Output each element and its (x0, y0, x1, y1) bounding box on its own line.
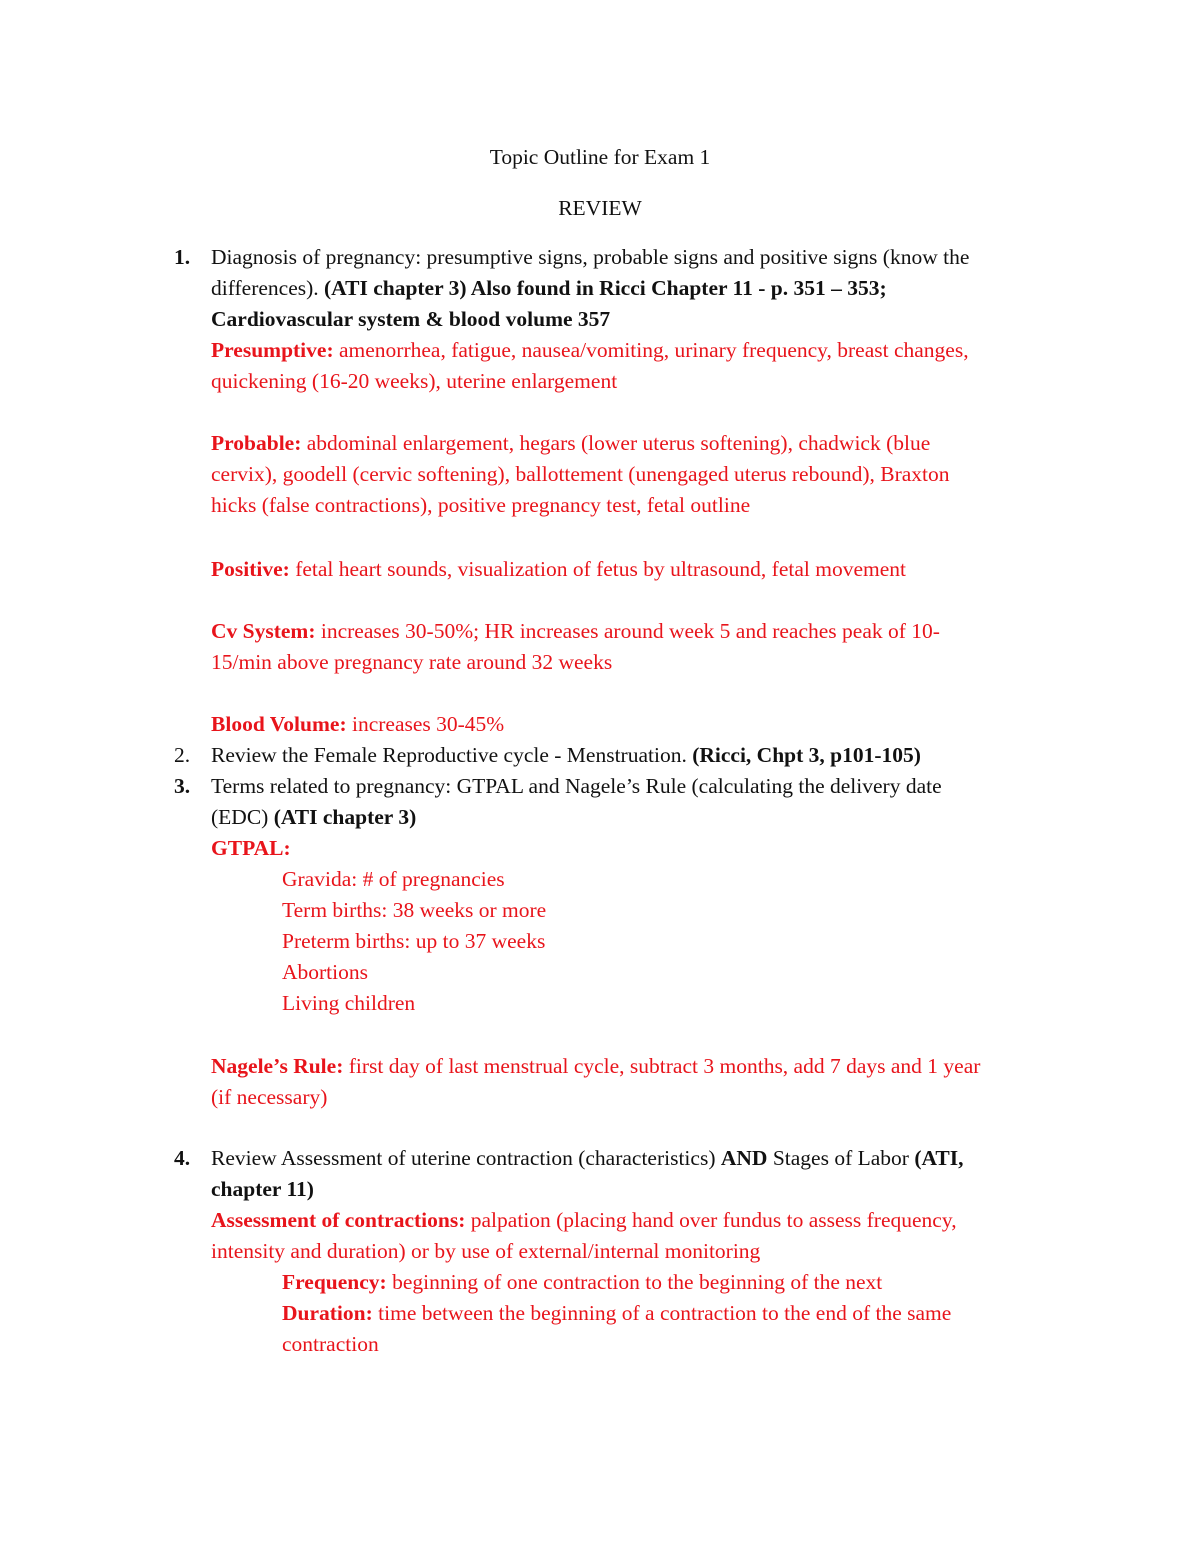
contraction-details (282, 1267, 1062, 1360)
note-text: contraction (282, 1332, 379, 1356)
note-duration: Duration: time between the beginning of a contraction to the end of the same (282, 1301, 952, 1325)
note-nagele: Nagele’s Rule: first day of last menstrual cycle, subtract 3 months, add 7 days and 1 year (if necessary) (211, 1051, 1091, 1113)
reference: chapter 11) (211, 1177, 314, 1201)
reference: (ATI, (914, 1146, 964, 1170)
list-item: Term births: 38 weeks or more (282, 898, 547, 922)
reference: (ATI chapter 3) (273, 805, 417, 829)
note-frequency: Frequency: beginning of one contraction to the beginning of the next (282, 1270, 883, 1294)
outline-item-4: Review Assessment of uterine contraction (characteristics) AND Stages of Labor (ATI, chapter 11) Assessment of contractions: palpation (placing hand over fundus to assess frequency, intensity and duration) or by use of external/internal monitoring (211, 1143, 1091, 1267)
note-probable: Probable: abdominal enlargement, hegars (lower uterus softening), chadwick (blue cervix), goodell (cervic softening), ballottement (unengaged uterus rebound), Braxton hicks (false contractions), positive pregnancy test, fetal outline (211, 428, 1091, 521)
note-text: hicks (false contractions), positive pregnancy test, fetal outline (211, 493, 751, 517)
note-text: intensity and duration) or by use of external/internal monitoring (211, 1239, 761, 1263)
reference: (ATI chapter 3) Also found in Ricci Chapter 11 - p. 351 – 353; (324, 276, 887, 300)
note-text: (if necessary) (211, 1085, 328, 1109)
reference: Cardiovascular system & blood volume 357 (211, 307, 611, 331)
list-item: Preterm births: up to 37 weeks (282, 929, 546, 953)
item-text: Diagnosis of pregnancy: presumptive signs, probable signs and positive signs (know the (211, 245, 970, 269)
item-text: differences). (ATI chapter 3) Also found in Ricci Chapter 11 - p. 351 – 353; (211, 276, 887, 300)
note-gtpal-label: GTPAL: (211, 836, 291, 860)
list-item: Gravida: # of pregnancies (282, 867, 505, 891)
gtpal-list (282, 864, 1082, 1019)
outline-item-1 (211, 242, 1091, 397)
list-item: Living children (282, 991, 416, 1015)
item-number: 3. (174, 774, 191, 798)
list-item: Abortions (282, 960, 368, 984)
item-number: 4. (174, 1146, 191, 1170)
item-text: Terms related to pregnancy: GTPAL and Nagele’s Rule (calculating the delivery date (211, 774, 942, 798)
note-text: quickening (16-20 weeks), uterine enlargement (211, 369, 618, 393)
note-assessment: Assessment of contractions: palpation (placing hand over fundus to assess frequency, (211, 1208, 957, 1232)
note-text: 15/min above pregnancy rate around 32 weeks (211, 650, 613, 674)
outline-item-3: Terms related to pregnancy: GTPAL and Nagele’s Rule (calculating the delivery date (EDC) (ATI chapter 3) GTPAL: (211, 771, 1091, 864)
note-text: cervix), goodell (cervic softening), ballottement (unengaged uterus rebound), Braxton (211, 462, 950, 486)
item-number: 2. (174, 743, 191, 767)
document-title: Topic Outline for Exam 1 (489, 145, 711, 169)
note-cv-system: Cv System: increases 30-50%; HR increases around week 5 and reaches peak of 10- 15/min above pregnancy rate around 32 weeks (211, 616, 1091, 678)
note-blood-volume: Blood Volume: increases 30-45% (211, 712, 505, 736)
item-number: 1. (174, 245, 191, 269)
reference: (Ricci, Chpt 3, p101-105) (692, 743, 921, 767)
section-heading: REVIEW (558, 196, 642, 220)
note-presumptive: Presumptive: amenorrhea, fatigue, nausea/vomiting, urinary frequency, breast changes, (211, 338, 969, 362)
note-positive: Positive: fetal heart sounds, visualization of fetus by ultrasound, fetal movement (211, 557, 906, 581)
outline-item-2: Review the Female Reproductive cycle - Menstruation. (Ricci, Chpt 3, p101-105) (211, 743, 921, 767)
